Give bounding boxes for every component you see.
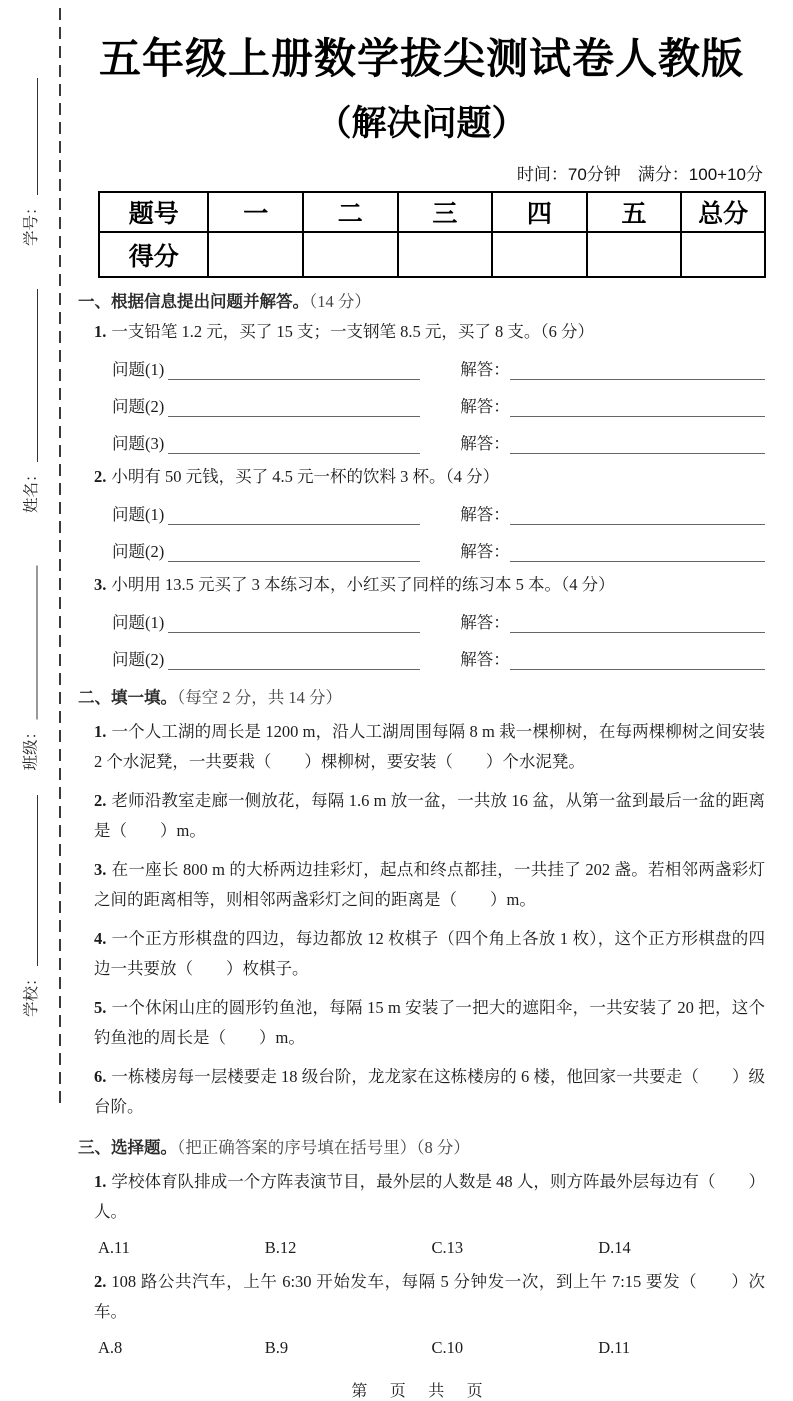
question-label: 问题(2) (112, 397, 165, 416)
question-text (94, 574, 765, 596)
question-answer-row (112, 425, 765, 454)
score-cell (303, 232, 398, 277)
option-b: B.12 (264, 1238, 297, 1257)
answer-blank (510, 652, 765, 670)
school-label: 学校： (23, 970, 40, 1017)
section-title: 三、选择题。 (78, 1139, 177, 1157)
answer-blank (510, 615, 765, 633)
option-d: D.14 (598, 1238, 631, 1257)
score-cell (587, 232, 682, 277)
fill-item (78, 924, 765, 984)
question-body: 一支铅笔 1.2 元，买了 15 支；一支钢笔 8.5 元，买了 8 支。（6 分） (111, 322, 594, 341)
option-a: A.11 (98, 1238, 130, 1257)
name-label: 姓名： (23, 466, 40, 513)
question-answer-row (112, 641, 765, 670)
student-no-label: 学号： (23, 199, 40, 246)
question-label: 问题(1) (112, 505, 165, 524)
score-table (98, 191, 766, 278)
class-label: 班级： (22, 723, 40, 771)
section-one (78, 288, 765, 670)
question-body: 小明用 13.5 元买了 3 本练习本，小红买了同样的练习本 5 本。（4 分） (111, 575, 615, 594)
question-number: 2. (94, 467, 107, 486)
answer-blank (510, 436, 765, 454)
fill-item (78, 786, 765, 846)
option-b: B.9 (264, 1338, 289, 1357)
binding-dashed-line (59, 8, 61, 1108)
option-c: C.13 (431, 1238, 464, 1257)
score-row-label: 得分 (99, 232, 208, 277)
question-answer-row (112, 533, 765, 562)
page-footer: 第 页 共 页 (351, 1383, 492, 1400)
section-title: 一、根据信息提出问题并解答。 (78, 293, 309, 311)
answer-blank (510, 362, 765, 380)
school-blank (37, 795, 38, 966)
section-one-heading (78, 288, 765, 312)
options-row (78, 1338, 765, 1358)
fill-item (78, 717, 765, 777)
question-number: 5. (94, 998, 107, 1017)
student-no-blank (37, 78, 38, 195)
answer-label: 解答： (460, 650, 510, 669)
question-label: 问题(1) (112, 613, 165, 632)
score-table-header: 四 (492, 192, 587, 232)
score-table-header: 总分 (681, 192, 765, 232)
page-title: 五年级上册数学拔尖测试卷人教版 (98, 35, 744, 82)
score-table-header-row (99, 192, 765, 232)
score-cell (681, 232, 765, 277)
question-blank (168, 507, 420, 525)
name-field (19, 287, 41, 513)
question-blank (168, 436, 420, 454)
option-d: D.11 (598, 1338, 631, 1357)
exam-info: 时间：70分钟 满分：100+10分 (516, 165, 763, 184)
options-row (78, 1238, 765, 1258)
answer-blank (510, 507, 765, 525)
question-number: 6. (94, 1067, 107, 1086)
score-cell (398, 232, 493, 277)
section-score-note: （14 分） (309, 292, 371, 311)
question-body: 一栋楼房每一层楼要走 18 级台阶，龙龙家在这栋楼房的 6 楼，他回家一共要走（ ）级台阶。 (94, 1067, 765, 1116)
score-table-header: 二 (303, 192, 398, 232)
class-blank (37, 566, 38, 720)
section-two (78, 684, 765, 1122)
question-label: 问题(3) (112, 434, 165, 453)
score-table-header: 题号 (99, 192, 208, 232)
score-table-header: 一 (208, 192, 303, 232)
answer-blank (510, 544, 765, 562)
question-body: 一个休闲山庄的圆形钓鱼池，每隔 15 m 安装了一把大的遮阳伞，一共安装了 20 把，这个钓鱼池的周长是（ ）m。 (94, 998, 765, 1047)
answer-blank (510, 399, 765, 417)
question-body: 老师沿教室走廊一侧放花，每隔 1.6 m 放一盆，一共放 16 盆，从第一盆到最后一盆的距离是（ ）m。 (94, 791, 765, 840)
question-body: 学校体育队排成一个方阵表演节目，最外层的人数是 48 人，则方阵最外层每边有（ ）人。 (94, 1172, 765, 1221)
answer-label: 解答： (460, 360, 510, 379)
option-a: A.8 (98, 1338, 123, 1357)
question-blank (168, 615, 420, 633)
question-body: 小明有 50 元钱，买了 4.5 元一杯的饮料 3 杯。（4 分） (111, 467, 500, 486)
question-number: 2. (94, 1272, 107, 1291)
question-answer-row (112, 388, 765, 417)
fill-item (78, 855, 765, 915)
answer-label: 解答： (460, 397, 510, 416)
section-title: 二、填一填。 (78, 689, 177, 707)
answer-label: 解答： (460, 434, 510, 453)
answer-label: 解答： (460, 613, 510, 632)
question-answer-row (112, 604, 765, 633)
question-answer-row (112, 351, 765, 380)
question-number: 3. (94, 575, 107, 594)
question-blank (168, 399, 420, 417)
score-table-header: 三 (398, 192, 493, 232)
question-number: 2. (94, 791, 107, 810)
section-three-heading (78, 1134, 765, 1158)
name-blank (37, 289, 38, 462)
question-number: 4. (94, 929, 107, 948)
student-no-field (19, 76, 41, 246)
class-field (19, 564, 41, 771)
section-score-note: （每空 2 分，共 14 分） (177, 688, 342, 707)
section-three (78, 1134, 765, 1358)
question-text (94, 321, 765, 343)
paper-content (78, 0, 765, 1401)
answer-label: 解答： (460, 505, 510, 524)
question-number: 1. (94, 722, 107, 741)
section-two-heading (78, 684, 765, 708)
question-label: 问题(1) (112, 360, 165, 379)
score-cell (208, 232, 303, 277)
question-answer-row (112, 496, 765, 525)
fill-item (78, 993, 765, 1053)
question-blank (168, 652, 420, 670)
question-number: 3. (94, 860, 107, 879)
score-table-header: 五 (587, 192, 682, 232)
question-label: 问题(2) (112, 650, 165, 669)
page-subtitle: （解决问题） (316, 104, 527, 143)
question-text (94, 466, 765, 488)
question-blank (168, 544, 420, 562)
score-table-score-row (99, 232, 765, 277)
question-body: 在一座长 800 m 的大桥两边挂彩灯，起点和终点都挂，一共挂了 202 盏。若相邻两盏彩灯之间的距离相等，则相邻两盏彩灯之间的距离是（ ）m。 (94, 860, 765, 909)
question-body: 108 路公共汽车，上午 6:30 开始发车，每隔 5 分钟发一次，到上午 7:15 要发（ ）次车。 (94, 1272, 765, 1321)
question-body: 一个正方形棋盘的四边，每边都放 12 枚棋子（四个角上各放 1 枚），这个正方形棋盘的四边一共要放（ ）枚棋子。 (94, 929, 765, 978)
choice-question (78, 1167, 765, 1227)
question-label: 问题(2) (112, 542, 165, 561)
score-cell (492, 232, 587, 277)
answer-label: 解答： (460, 542, 510, 561)
question-number: 1. (94, 322, 107, 341)
choice-question (78, 1267, 765, 1327)
school-field (19, 793, 41, 1017)
question-number: 1. (94, 1172, 107, 1191)
option-c: C.10 (431, 1338, 464, 1357)
section-score-note: （把正确答案的序号填在括号里）（8 分） (177, 1138, 470, 1157)
question-body: 一个人工湖的周长是 1200 m，沿人工湖周围每隔 8 m 栽一棵柳树，在每两棵柳树之间安装 2 个水泥凳，一共要栽（ ）棵柳树，要安装（ ）个水泥凳。 (94, 722, 765, 771)
fill-item (78, 1062, 765, 1122)
question-blank (168, 362, 420, 380)
